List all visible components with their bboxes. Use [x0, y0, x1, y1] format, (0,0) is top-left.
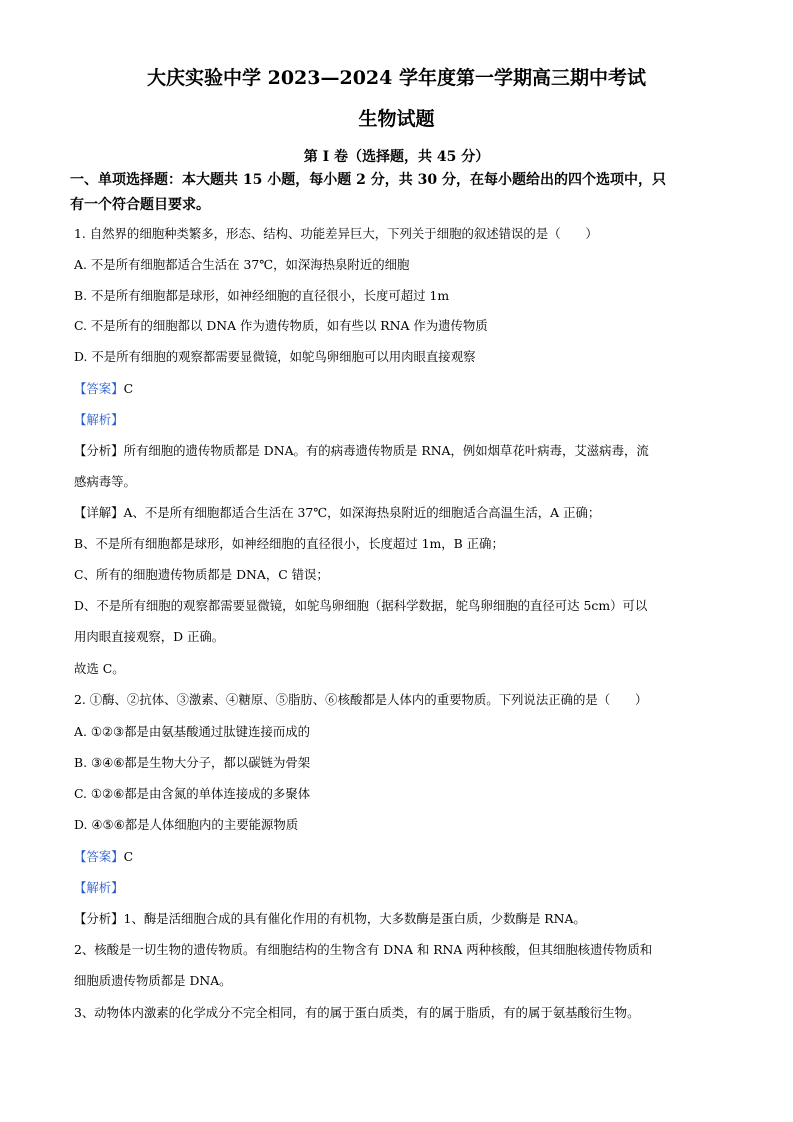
q2-fenxi-line4: 3、动物体内激素的化学成分不完全相同，有的属于蛋白质类，有的属于脂质，有的属于氨基酸衍生物。 [74, 1005, 640, 1020]
q2-stem: 2. ①酶、②抗体、③激素、④糖原、⑤脂肪、⑥核酸都是人体内的重要物质。下列说法正确的是（ ） [74, 692, 648, 707]
q2-option-a: A. ①②③都是由氨基酸通过肽键连接而成的 [74, 724, 311, 739]
section-heading-line1: 一、单项选择题：本大题共 15 小题，每小题 2 分，共 30 分，在每小题给出的四个选项中，只 [70, 172, 666, 188]
q1-stem: 1. 自然界的细胞种类繁多，形态、结构、功能差异巨大，下列关于细胞的叙述错误的是（ ） [74, 226, 598, 241]
q1-xiangjie-line2: B、不是所有细胞都是球形，如神经细胞的直径很小，长度超过 1m，B 正确； [74, 536, 504, 551]
q1-xiangjie-line4: D、不是所有细胞的观察都需要显微镜，如鸵鸟卵细胞（据科学数据，鸵鸟卵细胞的直径可达 5cm）可以 [74, 598, 648, 613]
q2-answer [74, 848, 724, 866]
q2-option-c: C. ①②⑥都是由含氮的单体连接成的多聚体 [74, 786, 311, 801]
q1-analysis-tag: 【解析】 [74, 412, 124, 427]
q2-fenxi-line3: 细胞质遗传物质都是 DNA。 [74, 973, 232, 988]
q2-answer-value: C [123, 849, 134, 864]
q1-conclusion: 故选 C。 [74, 661, 125, 676]
q1-option-d: D. 不是所有细胞的观察都需要显微镜，如鸵鸟卵细胞可以用肉眼直接观察 [74, 349, 476, 364]
exam-title: 大庆实验中学 2023—2024 学年度第一学期高三期中考试 [147, 67, 646, 89]
q1-option-c: C. 不是所有的细胞都以 DNA 作为遗传物质，如有些以 RNA 作为遗传物质 [74, 318, 488, 333]
q2-option-d: D. ④⑤⑥都是人体细胞内的主要能源物质 [74, 817, 299, 832]
exam-subtitle: 生物试题 [358, 108, 435, 130]
q1-option-b: B. 不是所有细胞都是球形，如神经细胞的直径很小，长度可超过 1m [74, 288, 450, 303]
q1-fenxi-line2: 感病毒等。 [74, 474, 136, 489]
q1-xiangjie-line3: C、所有的细胞遗传物质都是 DNA，C 错误； [74, 567, 329, 582]
part-heading: 第 I 卷（选择题，共 45 分） [303, 149, 490, 165]
q1-option-a: A. 不是所有细胞都适合生活在 37℃，如深海热泉附近的细胞 [74, 257, 410, 272]
q1-xiangjie-line1: 【详解】A、不是所有细胞都适合生活在 37℃，如深海热泉附近的细胞适合高温生活，A 正确； [74, 505, 601, 520]
q1-answer [74, 380, 724, 398]
q1-xiangjie-line5: 用肉眼直接观察，D 正确。 [74, 629, 225, 644]
section-heading-line2: 有一个符合题目要求。 [70, 197, 210, 213]
q2-analysis-tag: 【解析】 [74, 880, 124, 895]
q1-answer-tag: 【答案】 [74, 381, 124, 396]
q1-fenxi-line1: 【分析】所有细胞的遗传物质都是 DNA。有的病毒遗传物质是 RNA，例如烟草花叶病毒，艾滋病毒，流 [74, 443, 649, 458]
q2-fenxi-line1: 【分析】1、酶是活细胞合成的具有催化作用的有机物，大多数酶是蛋白质，少数酶是 RNA。 [74, 911, 586, 926]
q2-fenxi-line2: 2、核酸是一切生物的遗传物质。有细胞结构的生物含有 DNA 和 RNA 两种核酸，但其细胞核遗传物质和 [74, 942, 653, 957]
q2-option-b: B. ③④⑥都是生物大分子，都以碳链为骨架 [74, 755, 311, 770]
q2-answer-tag: 【答案】 [74, 849, 124, 864]
q1-answer-value: C [123, 381, 134, 396]
